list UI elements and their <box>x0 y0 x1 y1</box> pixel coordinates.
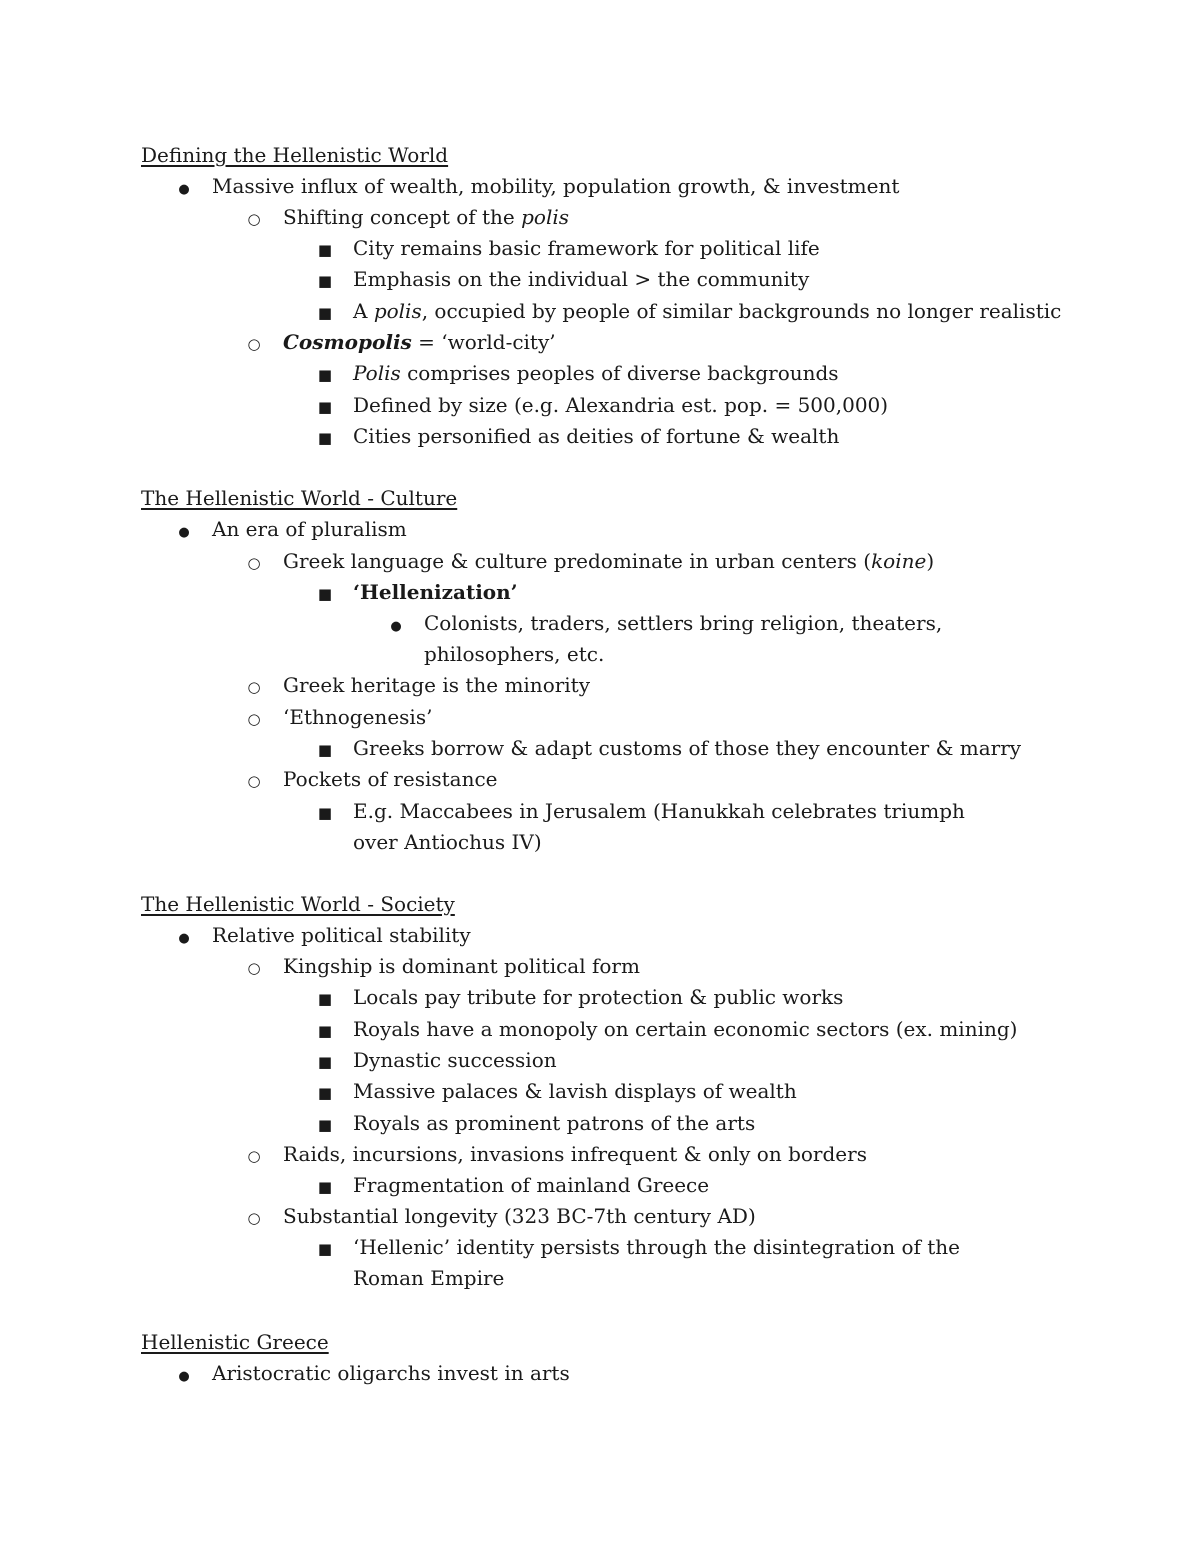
bullet-circle-icon <box>242 764 266 797</box>
bullet-square-icon <box>313 1108 337 1141</box>
bullet-square-icon <box>313 1232 337 1265</box>
bullet-circle-icon <box>242 670 266 703</box>
bullet-square-icon <box>313 1076 337 1109</box>
bullet-square-icon <box>313 1045 337 1078</box>
bullet-square-icon <box>313 421 337 454</box>
bullet-circle-icon <box>242 202 266 235</box>
document-page: Defining the Hellenistic World ● Massive influx of wealth, mobility, population growth, & investment ○ Shifting concept of the polis ■ City remains basic framework for political life ■ Emphasis on the individual > the community ■ A polis, occupied by people of similar backgrounds no longer realistic ○ Cosmopolis = ‘world-city’ ■ Polis comprises peoples of diverse backgrounds ■ Defined by size (e.g. Alexandria est. pop. = 500,000) ■ Cities personified as deities of fortune & wealth The Hellenistic World - Culture ● An era of pluralism ○ Greek language & culture predominate in urban centers (koine) ■ ‘Hellenization’ ● Colonists, traders, settlers bring religion, theaters, philosophers, etc. ○ Greek heritage is the minority ○ ‘Ethnogenesis’ ■ Greeks borrow & adapt customs of those they encounter & marry ○ Pockets of resistance ■ E.g. Maccabees in Jerusalem (Hanukkah celebrates triumph over Antiochus IV) The Hellenistic World - Society ● Relative political stability ○ Kingship is dominant political form ■ Locals pay tribute for protection & public works ■ Royals have a monopoly on certain economic sectors (ex. mining) ■ Dynastic succession ■ Massive palaces & lavish displays of wealth ■ Royals as prominent patrons of the arts ○ Raids, incursions, invasions infrequent & only on borders ■ Fragmentation of mainland Greece ○ Substantial longevity (323 BC-7th century AD) ■ ‘Hellenic’ identity persists through the disintegration of the Roman Empire Hellenistic Greece ● Aristocratic oligarchs invest in arts <box>0 0 1200 1553</box>
bullet-square-icon <box>313 1014 337 1047</box>
bullet-square-icon <box>313 296 337 329</box>
bullet-square-icon <box>313 577 337 610</box>
bullet-disc-icon <box>172 171 196 205</box>
section-heading: The Hellenistic World - Culture <box>141 486 458 510</box>
bullet-square-icon <box>313 796 337 829</box>
bullet-circle-icon <box>242 546 266 579</box>
bullet-square-icon <box>313 390 337 423</box>
bullet-disc-icon <box>172 1358 196 1392</box>
bullet-disc-icon <box>172 920 196 954</box>
bullet-circle-icon <box>242 1139 266 1172</box>
bullet-square-icon <box>313 358 337 391</box>
bullet-square-icon <box>313 733 337 766</box>
section-heading: The Hellenistic World - Society <box>141 892 455 916</box>
bullet-square-icon <box>313 982 337 1015</box>
bullet-disc-icon <box>172 514 196 548</box>
bullet-disc-icon <box>384 608 408 642</box>
bullet-square-icon <box>313 233 337 266</box>
section-heading: Hellenistic Greece <box>141 1330 329 1354</box>
section-heading: Defining the Hellenistic World <box>141 143 449 167</box>
bullet-circle-icon <box>242 1201 266 1234</box>
bullet-circle-icon <box>242 327 266 360</box>
bullet-circle-icon <box>242 702 266 735</box>
bullet-square-icon <box>313 1170 337 1203</box>
bullet-circle-icon <box>242 951 266 984</box>
bullet-square-icon <box>313 264 337 297</box>
